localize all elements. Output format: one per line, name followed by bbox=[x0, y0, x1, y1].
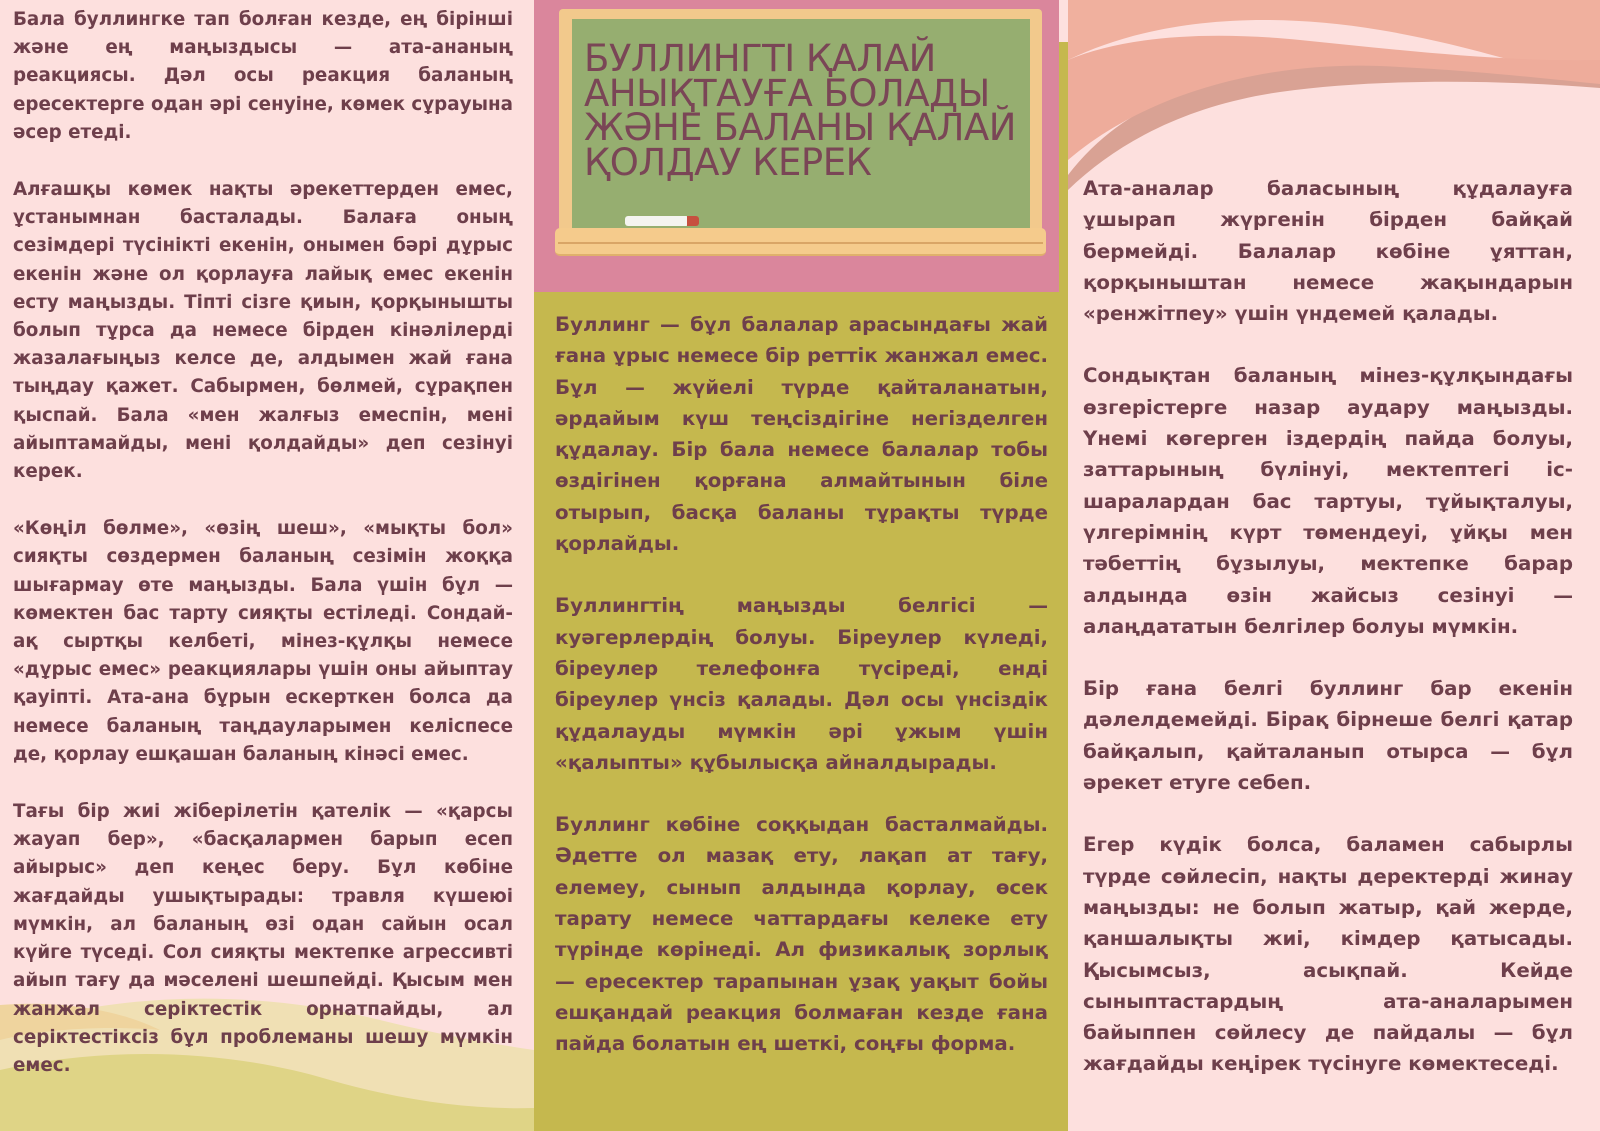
chalkboard-ledge-line bbox=[558, 242, 1043, 244]
right-paragraph: Ата-аналар баласының құдалауға ұшырап жүргенін бірден байқай бермейді. Балалар көбіне ұяттан, қорқыныштан немесе жақындарын «ренжітпеу» үшін үндемей қалады. bbox=[1083, 177, 1573, 326]
right-paragraph: Егер күдік болса, баламен сабырлы түрде сөйлесіп, нақты деректерді жинау маңызды: не болып жатыр, қай жерде, қаншалықты жиі, кімдер қатысады. Қысымсыз, асықпай. Кейде сыныптастардың ата-аналарымен байыппен сөйлесу де пайдалы — бұл жағдайды кеңірек түсінуге көмектеседі. bbox=[1083, 833, 1573, 1076]
left-column bbox=[13, 6, 513, 1109]
page-title: БУЛЛИНГТІ ҚАЛАЙ АНЫҚТАУҒА БОЛАДЫ ЖӘНЕ БАЛАНЫ ҚАЛАЙ ҚОЛДАУ КЕРЕК bbox=[584, 37, 1016, 184]
middle-column bbox=[555, 309, 1048, 1091]
right-paragraph: Сондықтан баланың мінез-құлқындағы өзгерістерге назар аудару маңызды. Үнемі көгерген іздердің пайда болуы, заттарының бүлінуі, мектептегі іс-шаралардан бас тартуы, тұйықталуы, үлгерімнің күрт төмендеуі, ұйқы мен тәбеттің бұзылуы, мектепке барар алдында өзін жайсыз сезінуі — алаңдататын белгілер болуы мүмкін. bbox=[1083, 364, 1573, 638]
left-paragraph: «Көңіл бөлме», «өзің шеш», «мықты бол» сияқты сөздермен баланың сезімін жоққа шығармау өте маңызды. Бала үшін бұл — көмектен бас тарту сияқты естіледі. Сондай-ақ сыртқы келбеті, мінез-құлқы немесе «дұрыс емес» реакциялары үшін оны айыптау қауіпті. Ата-ана бұрын ескерткен болса да немесе баланың таңдауларымен келіспесе де, қорлау ешқашан баланың кінәсі емес. bbox=[13, 518, 513, 765]
right-column bbox=[1083, 173, 1573, 1111]
left-paragraph: Тағы бір жиі жіберілетін қателік — «қарсы жауап бер», «басқалармен барып есеп айырыс» деп кеңес беру. Бұл көбіне жағдайды ушықтырады: травля күшеюі мүмкін, ал баланың өзі одан сайын осал күйге түседі. Сол сияқты мектепке агрессивті айып тағу да мәселені шешпейді. Қысым мен жанжал серіктестік орнатпайды, ал серіктестіксіз бұл проблеманы шешу мүмкін емес. bbox=[13, 801, 513, 1076]
left-paragraph: Бала буллингке тап болған кезде, ең бірінші және ең маңыздысы — ата-ананың реакциясы. Дәл осы реакция баланың ересектерге одан әрі сенуіне, көмек сұрауына әсер етеді. bbox=[13, 9, 513, 143]
chalk-icon bbox=[625, 216, 689, 226]
right-paragraph: Бір ғана белгі буллинг бар екенін дәлелдемейді. Бірақ бірнеше белгі қатар байқалып, қайталанып отырса — бұл әрекет етуге себеп. bbox=[1083, 677, 1573, 795]
middle-paragraph: Буллингтің маңызды белгісі — куәгерлердің болуы. Біреулер күледі, біреулер телефонға түсіреді, енді біреулер үнсіз қалады. Дәл осы үнсіздік құдалауды мүмкін әрі ұжым үшін «қалыпты» құбылысқа айналдырады. bbox=[555, 594, 1048, 774]
left-paragraph: Алғашқы көмек нақты әрекеттерден емес, ұстанымнан басталады. Балаға оның сезімдері түсінікті екенін, онымен бәрі дұрыс екенін және ол қорлауға лайық емес екенін есту маңызды. Тіпті сізге қиын, қорқынышты болып тұрса да немесе бірден кінәлілерді жазалағыңыз келсе де, алдымен жай ғана тыңдау қажет. Сабырмен, бөлмей, сұрақпен қыспай. Бала «мен жалғыз емеспін, мені айыптамайды, мені қолдайды» деп сезінуі керек. bbox=[13, 179, 513, 483]
middle-paragraph: Буллинг көбіне соққыдан басталмайды. Әдетте ол мазақ ету, лақап ат тағу, елемеу, сынып алдында қорлау, өсек тарату немесе чаттардағы келеке ету түрінде көрінеді. Ал физикалық зорлық — ересектер тарапынан ұзақ уақыт бойы ешқандай реакция болмаған кезде ғана пайда болатын ең шеткі, соңғы форма. bbox=[555, 813, 1048, 1056]
middle-paragraph: Буллинг — бұл балалар арасындағы жай ғана ұрыс немесе бір реттік жанжал емес. Бұл — жүйелі түрде қайталанатын, әрдайым күш теңсіздігіне негізделген құдалау. Бір бала немесе балалар тобы өздігінен қорғана алмайтынын біле отырып, басқа баланы тұрақты түрде қорлайды. bbox=[555, 313, 1048, 556]
